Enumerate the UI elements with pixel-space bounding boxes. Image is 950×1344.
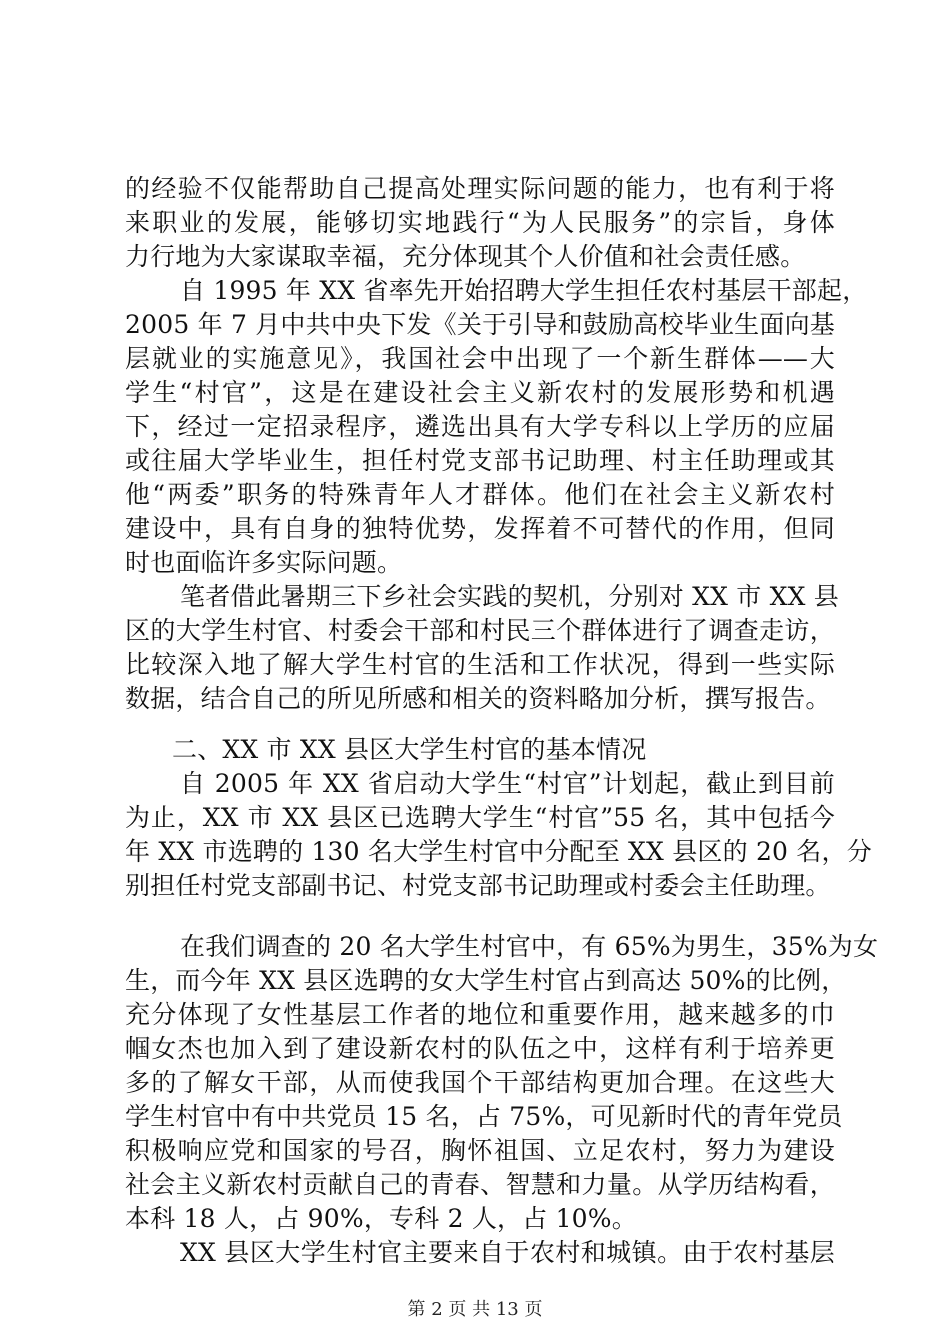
- text-line: 充分体现了女性基层工作者的地位和重要作用，越来越多的巾: [125, 1000, 835, 1029]
- text-line: 他“两委”职务的特殊青年人才群体。他们在社会主义新农村: [125, 480, 835, 509]
- text-line: 或往届大学毕业生，担任村党支部书记助理、村主任助理或其: [125, 446, 835, 475]
- page-footer: 第 2 页 共 13 页: [407, 1299, 543, 1320]
- text-line: XX 县区大学生村官主要来自于农村和城镇。由于农村基层: [180, 1238, 835, 1267]
- text-line: 年 XX 市选聘的 130 名大学生村官中分配至 XX 县区的 20 名，分: [125, 837, 872, 866]
- text-line: 数据，结合自己的所见所感和相关的资料略加分析，撰写报告。: [125, 684, 831, 713]
- text-line: 笔者借此暑期三下乡社会实践的契机，分别对 XX 市 XX 县: [180, 582, 839, 611]
- text-line: 层就业的实施意见》，我国社会中出现了一个新生群体——大: [125, 344, 835, 373]
- text-line: 区的大学生村官、村委会干部和村民三个群体进行了调查走访，: [125, 616, 835, 645]
- text-line: 别担任村党支部副书记、村党支部书记助理或村委会主任助理。: [125, 871, 831, 900]
- text-line: 帼女杰也加入到了建设新农村的队伍之中，这样有利于培养更: [125, 1034, 835, 1063]
- text-line: 社会主义新农村贡献自己的青春、智慧和力量。从学历结构看，: [125, 1170, 835, 1199]
- text-line: 建设中，具有自身的独特优势，发挥着不可替代的作用，但同: [125, 514, 835, 543]
- section-heading: 二、XX 市 XX 县区大学生村官的基本情况: [172, 735, 647, 764]
- text-line: 积极响应党和国家的号召，胸怀祖国、立足农村，努力为建设: [125, 1136, 835, 1165]
- text-line: 学生“村官”，这是在建设社会主义新农村的发展形势和机遇: [125, 378, 835, 407]
- text-line: 本科 18 人，占 90%，专科 2 人，占 10%。: [125, 1204, 637, 1233]
- text-line: 的经验不仅能帮助自己提高处理实际问题的能力，也有利于将: [125, 174, 835, 203]
- text-line: 生，而今年 XX 县区选聘的女大学生村官占到高达 50%的比例，: [125, 966, 847, 995]
- text-line: 多的了解女干部，从而使我国个干部结构更加合理。在这些大: [125, 1068, 835, 1097]
- text-line: 力行地为大家谋取幸福，充分体现其个人价值和社会责任感。: [125, 242, 806, 271]
- text-line: 为止，XX 市 XX 县区已选聘大学生“村官”55 名，其中包括今: [125, 803, 835, 832]
- text-line: 下，经过一定招录程序，遴选出具有大学专科以上学历的应届: [125, 412, 835, 441]
- text-line: 时也面临许多实际问题。: [125, 548, 403, 577]
- text-line: 2005 年 7 月中共中央下发《关于引导和鼓励高校毕业生面向基: [125, 310, 835, 339]
- text-line: 在我们调查的 20 名大学生村官中，有 65%为男生，35%为女: [180, 932, 879, 961]
- text-line: 学生村官中有中共党员 15 名，占 75%，可见新时代的青年党员: [125, 1102, 843, 1131]
- text-line: 自 1995 年 XX 省率先开始招聘大学生担任农村基层干部起，: [180, 276, 868, 305]
- text-line: 自 2005 年 XX 省启动大学生“村官”计划起，截止到目前: [180, 769, 835, 798]
- text-line: 来职业的发展，能够切实地践行“为人民服务”的宗旨，身体: [125, 208, 835, 237]
- text-line: 比较深入地了解大学生村官的生活和工作状况，得到一些实际: [125, 650, 835, 679]
